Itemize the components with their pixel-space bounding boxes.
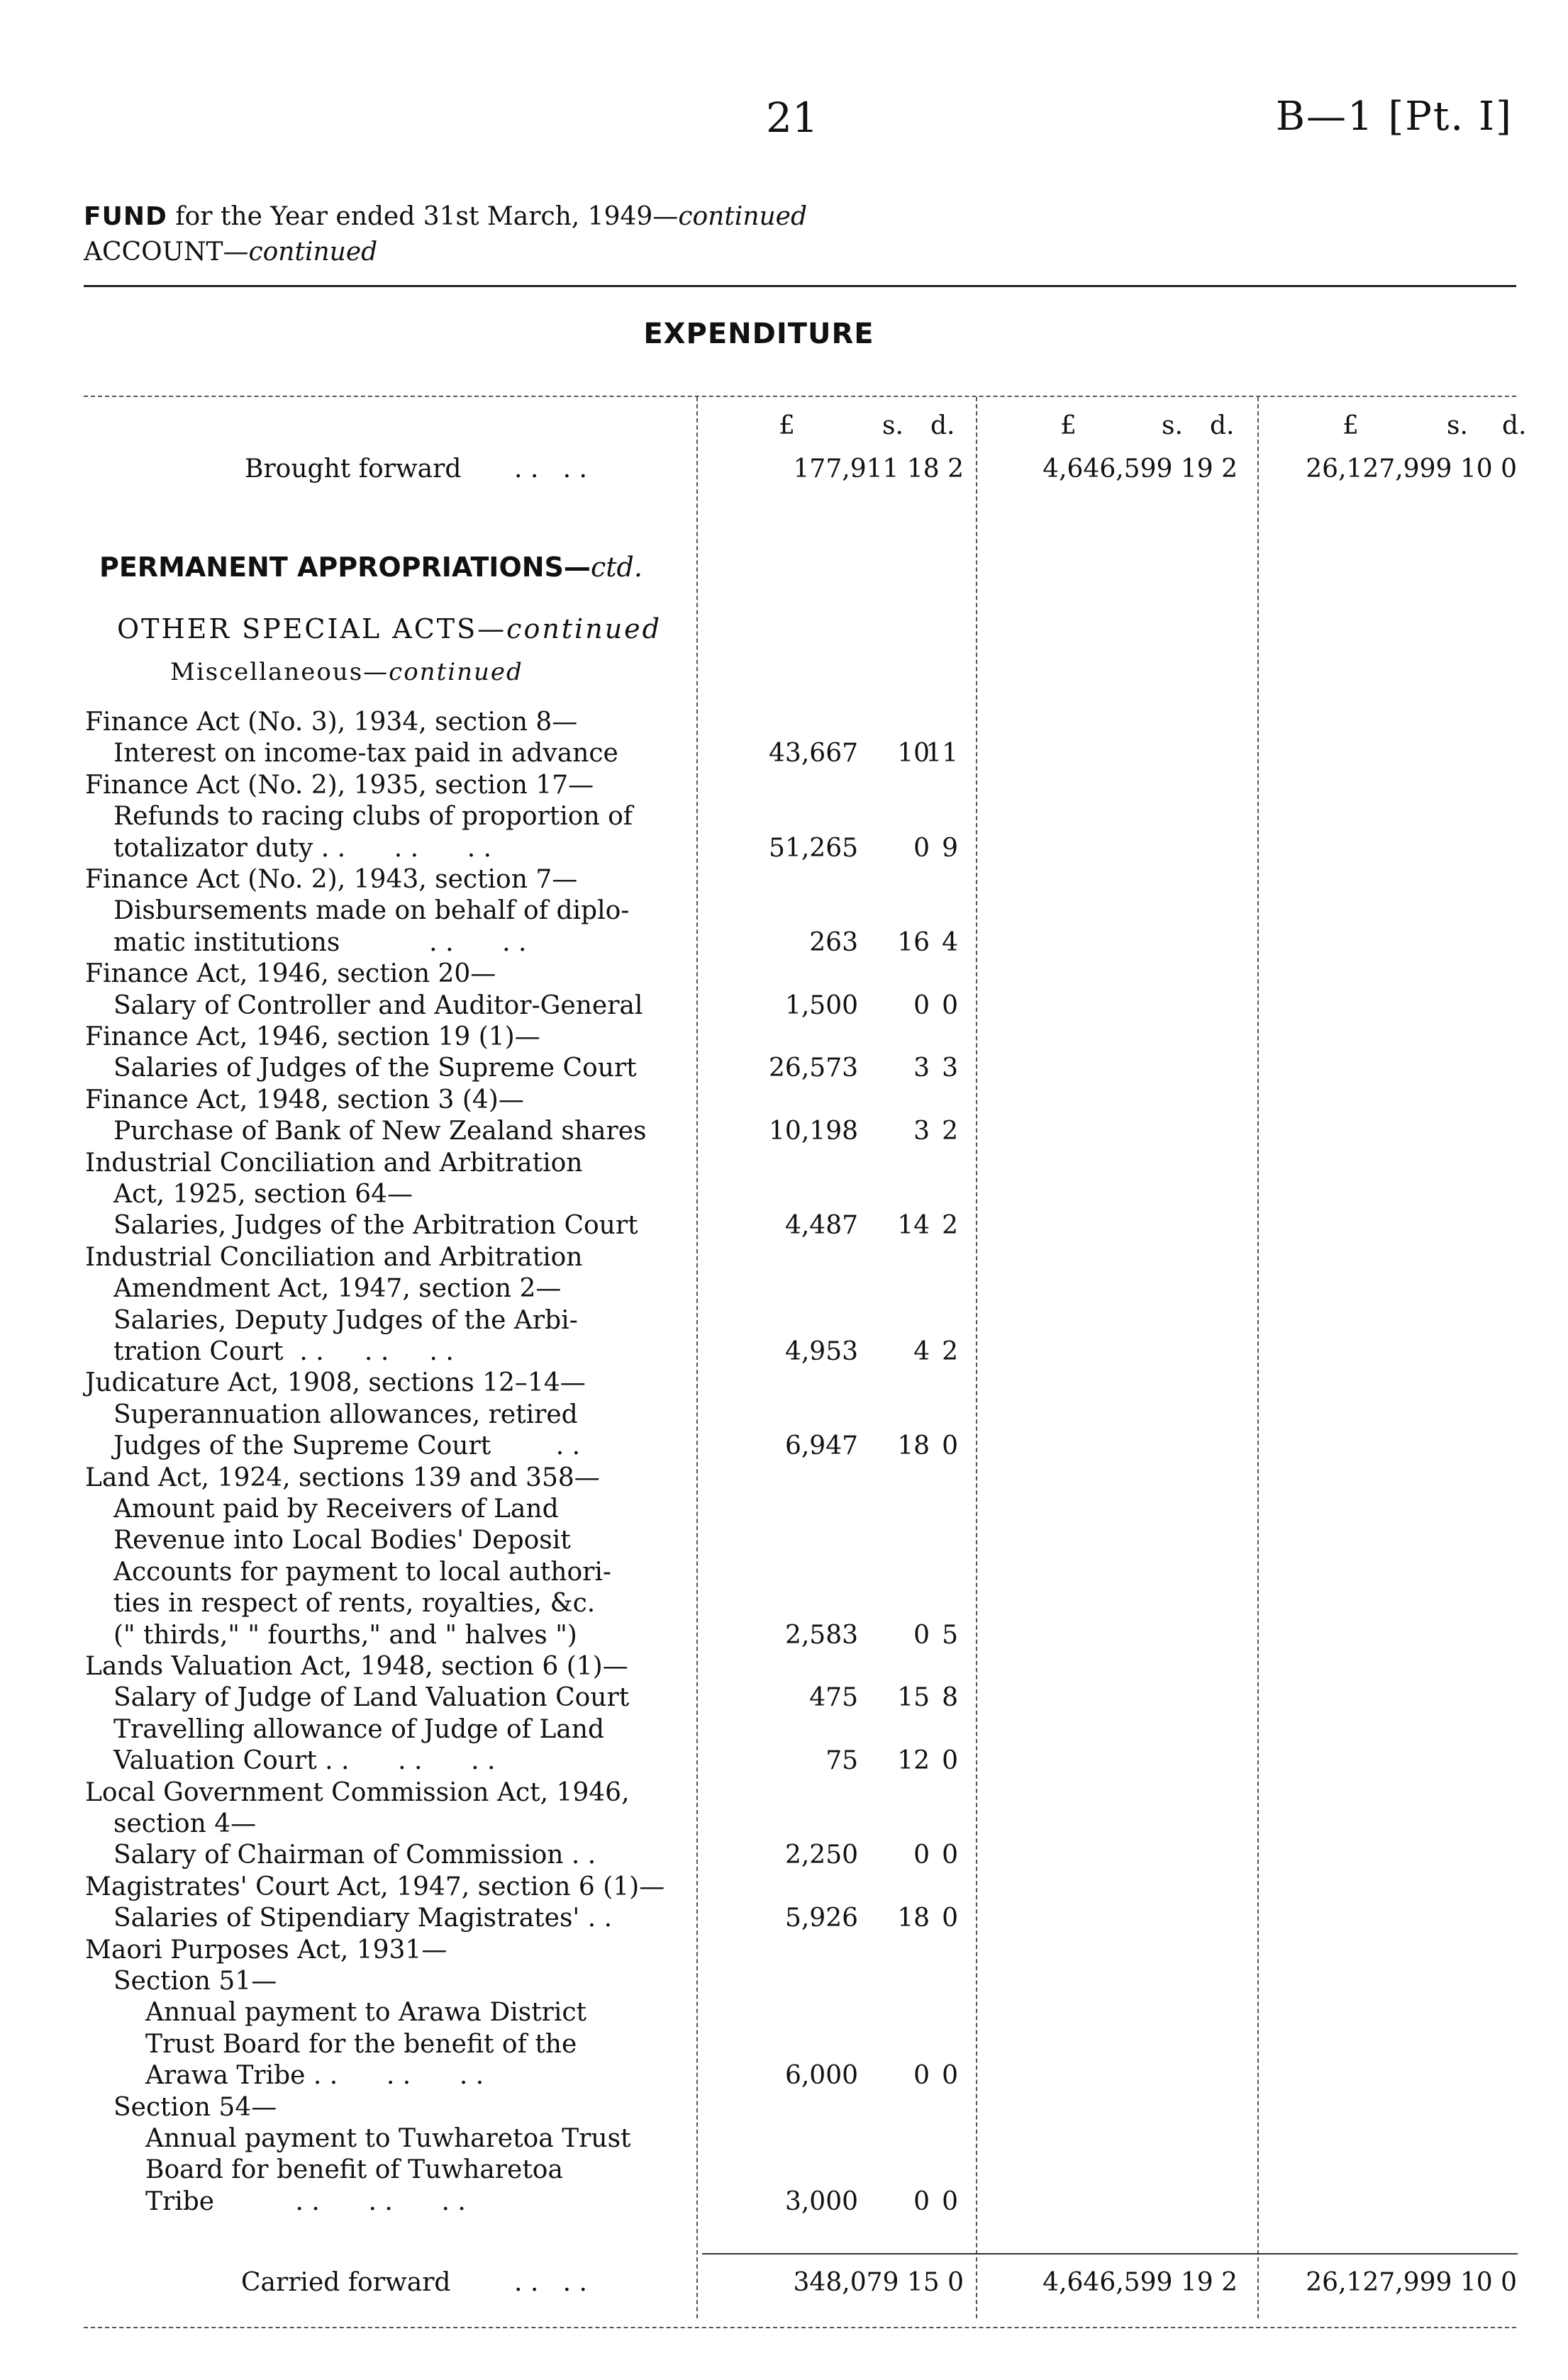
amount-pence: 2 <box>942 1117 958 1146</box>
line-item <box>0 1525 1568 1556</box>
line-item-text: Finance Act (No. 2), 1943, section 7— <box>85 865 578 894</box>
line-item <box>0 1494 1568 1525</box>
line-item <box>0 2155 1568 2186</box>
misc-heading-italic: continued <box>389 658 523 686</box>
carried-forward-label: Carried forward <box>241 2268 451 2297</box>
amount-shillings: 18 <box>897 1904 930 1933</box>
amount-pence: 0 <box>942 1840 958 1870</box>
line-item-text: Lands Valuation Act, 1948, section 6 (1)— <box>85 1652 628 1681</box>
misc-heading-text: Miscellaneous— <box>170 658 389 686</box>
line-item <box>0 895 1568 927</box>
amount-pounds: 4,487 <box>784 1211 858 1241</box>
line-item <box>0 2186 1568 2218</box>
line-item-text: Finance Act, 1948, section 3 (4)— <box>85 1085 524 1114</box>
header-line-1 <box>84 202 807 231</box>
line-item-text: Magistrates' Court Act, 1947, section 6 (1)— <box>85 1872 665 1901</box>
line-item <box>0 1431 1568 1462</box>
line-item <box>0 1022 1568 1053</box>
line-item <box>0 1053 1568 1084</box>
line-item-text: (" thirds," " fourths," and " halves ") <box>113 1620 577 1650</box>
amount-pence: 5 <box>942 1620 958 1650</box>
line-item-text: Travelling allowance of Judge of Land <box>113 1714 605 1744</box>
amount-pounds: 5,926 <box>784 1904 858 1933</box>
line-item <box>0 2060 1568 2091</box>
amount-pounds: 6,000 <box>784 2061 858 2091</box>
brought-forward-label: Brought forward <box>245 454 462 484</box>
col2-d-head: d. <box>1210 411 1235 440</box>
amount-shillings: 0 <box>913 1620 930 1650</box>
header-line-2 <box>84 238 377 267</box>
line-item <box>0 1651 1568 1682</box>
line-item-text: Salary of Chairman of Commission . . <box>113 1840 596 1870</box>
line-item-text: Act, 1925, section 64— <box>113 1180 413 1209</box>
amount-pence: 2 <box>942 1337 958 1366</box>
line-item <box>0 1399 1568 1431</box>
amount-pounds: 1,500 <box>784 990 858 1020</box>
col3-d-head: d. <box>1502 411 1527 440</box>
amount-shillings: 18 <box>897 1431 930 1461</box>
line-item <box>0 1148 1568 1179</box>
carried-forward-rule <box>702 2253 1518 2255</box>
line-item <box>0 1336 1568 1368</box>
line-item <box>0 1935 1568 1966</box>
line-item-text: section 4— <box>113 1809 257 1838</box>
amount-shillings: 3 <box>913 1117 930 1146</box>
line-item <box>0 1242 1568 1273</box>
line-item <box>0 707 1568 738</box>
line-item-text: Judges of the Supreme Court . . <box>113 1431 581 1461</box>
amount-shillings: 4 <box>913 1337 930 1366</box>
brought-forward-row <box>0 454 1568 485</box>
line-item-text: Salary of Controller and Auditor-General <box>113 990 643 1020</box>
amount-pence: 0 <box>942 990 958 1020</box>
amount-pounds: 6,947 <box>784 1431 858 1461</box>
brought-forward-col3: 26,127,999 10 0 <box>1306 454 1517 484</box>
amount-pounds: 4,953 <box>784 1337 858 1366</box>
line-item <box>0 2123 1568 2155</box>
amount-pounds: 75 <box>825 1746 858 1776</box>
section-title: EXPENDITURE <box>643 318 874 350</box>
amount-pence: 8 <box>942 1683 958 1713</box>
line-item <box>0 1116 1568 1147</box>
line-item-text: matic institutions . . . . <box>113 927 527 957</box>
line-item-text: Finance Act, 1946, section 20— <box>85 959 496 989</box>
top-rule <box>84 285 1516 287</box>
carried-forward-dots: . . . . <box>514 2268 587 2297</box>
line-item-text: Land Act, 1924, sections 139 and 358— <box>85 1463 600 1492</box>
line-item <box>0 1840 1568 1871</box>
line-item-text: ties in respect of rents, royalties, &c. <box>113 1589 596 1619</box>
amount-shillings: 10 <box>897 739 930 769</box>
amount-shillings: 0 <box>913 990 930 1020</box>
amount-pounds: 3,000 <box>784 2186 858 2216</box>
line-item <box>0 1463 1568 1494</box>
carried-forward-col1: 348,079 15 0 <box>793 2268 964 2297</box>
line-item-text: Salaries, Deputy Judges of the Arbi- <box>113 1305 578 1335</box>
line-item <box>0 1620 1568 1651</box>
header-line-1-text: for the Year ended 31st March, 1949— <box>167 202 679 231</box>
amount-shillings: 0 <box>913 2186 930 2216</box>
line-item <box>0 1588 1568 1619</box>
line-item <box>0 738 1568 769</box>
line-item <box>0 1903 1568 1934</box>
page-number: 21 <box>766 94 818 142</box>
line-item <box>0 1745 1568 1777</box>
line-item-text: Annual payment to Tuwharetoa Trust <box>145 2124 631 2153</box>
amount-shillings: 14 <box>897 1211 930 1241</box>
col2-s-head: s. <box>1162 411 1183 440</box>
amount-shillings: 16 <box>897 927 930 957</box>
line-item <box>0 1557 1568 1588</box>
brought-forward-dots: . . . . <box>514 454 587 484</box>
col2-pound-head: £ <box>1060 411 1077 440</box>
amount-pounds: 43,667 <box>769 739 858 769</box>
line-item <box>0 1273 1568 1304</box>
line-item <box>0 1997 1568 2028</box>
amount-pounds: 26,573 <box>769 1054 858 1083</box>
carried-forward-col3: 26,127,999 10 0 <box>1306 2268 1517 2297</box>
line-item-text: Valuation Court . . . . . . <box>113 1746 496 1776</box>
amount-pence: 9 <box>942 833 958 863</box>
bottom-rule <box>84 2327 1516 2328</box>
line-item <box>0 1809 1568 1840</box>
line-item-text: Local Government Commission Act, 1946, <box>85 1777 630 1807</box>
line-item-text: Section 51— <box>113 1967 277 1996</box>
amount-pence: 2 <box>942 1211 958 1241</box>
line-item <box>0 1714 1568 1745</box>
line-item <box>0 1777 1568 1809</box>
line-item-text: Salaries of Judges of the Supreme Court <box>113 1054 637 1083</box>
brought-forward-col1: 177,911 18 2 <box>793 454 964 484</box>
line-item-text: Annual payment to Arawa District <box>145 1998 587 2028</box>
line-item <box>0 1210 1568 1241</box>
amount-pounds: 263 <box>809 927 858 957</box>
line-item-text: Industrial Conciliation and Arbitration <box>85 1148 583 1178</box>
line-item-text: Industrial Conciliation and Arbitration <box>85 1242 583 1272</box>
amount-pence: 0 <box>942 1746 958 1776</box>
line-item <box>0 2029 1568 2060</box>
amount-pounds: 10,198 <box>769 1117 858 1146</box>
line-item <box>0 1682 1568 1714</box>
section-heading-permanent <box>99 552 643 583</box>
amount-shillings: 15 <box>897 1683 930 1713</box>
line-item-text: Trust Board for the benefit of the <box>145 2029 577 2059</box>
fund-word: FUND <box>84 202 167 231</box>
line-item-text: Amendment Act, 1947, section 2— <box>113 1274 562 1304</box>
line-item-text: Refunds to racing clubs of proportion of <box>113 802 633 832</box>
other-heading-italic: continued <box>506 613 662 644</box>
amount-shillings: 0 <box>913 833 930 863</box>
col3-pound-head: £ <box>1342 411 1359 440</box>
line-item-text: Board for benefit of Tuwharetoa <box>145 2155 563 2185</box>
line-item-text: Salary of Judge of Land Valuation Court <box>113 1683 630 1713</box>
section-rule <box>84 396 1516 397</box>
amount-pounds: 2,250 <box>784 1840 858 1870</box>
line-item <box>0 770 1568 801</box>
perm-heading-text: PERMANENT APPROPRIATIONS— <box>99 552 591 583</box>
line-item <box>0 1966 1568 1997</box>
line-item-text: Salaries of Stipendiary Magistrates' . . <box>113 1904 613 1933</box>
carried-forward-col2: 4,646,599 19 2 <box>1042 2268 1238 2297</box>
col1-pound-head: £ <box>779 411 795 440</box>
line-item <box>0 2092 1568 2123</box>
line-item-text: Salaries, Judges of the Arbitration Court <box>113 1211 638 1241</box>
perm-heading-italic: ctd. <box>590 552 643 583</box>
other-heading-text: OTHER SPECIAL ACTS— <box>117 613 507 644</box>
amount-shillings: 0 <box>913 2061 930 2091</box>
line-item-text: Amount paid by Receivers of Land <box>113 1495 559 1524</box>
amount-pence: 0 <box>942 1431 958 1461</box>
line-item-text: Interest on income-tax paid in advance <box>113 739 618 769</box>
line-item-text: Revenue into Local Bodies' Deposit <box>113 1526 571 1555</box>
header-line-2-italic: continued <box>248 238 378 267</box>
amount-pence: 4 <box>942 927 958 957</box>
amount-shillings: 12 <box>897 1746 930 1776</box>
col3-s-head: s. <box>1447 411 1468 440</box>
line-item-text: Superannuation allowances, retired <box>113 1399 578 1429</box>
line-item-text: Finance Act, 1946, section 19 (1)— <box>85 1022 540 1051</box>
subheading-other-acts <box>117 613 662 644</box>
amount-pounds: 51,265 <box>769 833 858 863</box>
header-line-2-text: ACCOUNT— <box>84 238 249 267</box>
col1-s-head: s. <box>882 411 903 440</box>
line-item-text: Maori Purposes Act, 1931— <box>85 1935 447 1965</box>
line-item-text: Purchase of Bank of New Zealand shares <box>113 1117 647 1146</box>
line-item <box>0 864 1568 895</box>
amount-pounds: 475 <box>809 1683 858 1713</box>
amount-shillings: 0 <box>913 1840 930 1870</box>
line-item-text: Finance Act (No. 3), 1934, section 8— <box>85 708 578 737</box>
line-item-text: Section 54— <box>113 2092 277 2122</box>
line-item-text: Arawa Tribe . . . . . . <box>145 2061 484 2091</box>
line-item-text: totalizator duty . . . . . . <box>113 833 492 863</box>
line-item-text: tration Court . . . . . . <box>113 1337 454 1366</box>
line-item <box>0 1872 1568 1903</box>
amount-pence: 0 <box>942 2186 958 2216</box>
line-item <box>0 959 1568 990</box>
brought-forward-col2: 4,646,599 19 2 <box>1042 454 1238 484</box>
amount-pence: 0 <box>942 1904 958 1933</box>
line-item-text: Accounts for payment to local authori- <box>113 1557 611 1587</box>
line-item <box>0 1179 1568 1210</box>
line-item-text: Tribe . . . . . . <box>145 2186 466 2216</box>
line-item <box>0 1085 1568 1116</box>
amount-pence: 0 <box>942 2061 958 2091</box>
carried-forward-row <box>0 2267 1568 2298</box>
subheading-misc <box>170 658 523 686</box>
col1-d-head: d. <box>930 411 955 440</box>
line-item-text: Disbursements made on behalf of diplo- <box>113 896 630 926</box>
amount-pence: 3 <box>942 1054 958 1083</box>
amount-shillings: 3 <box>913 1054 930 1083</box>
line-item <box>0 801 1568 832</box>
amount-pounds: 2,583 <box>784 1620 858 1650</box>
amount-pence: 11 <box>925 739 958 769</box>
line-item <box>0 1305 1568 1336</box>
line-item-text: Judicature Act, 1908, sections 12–14— <box>85 1368 586 1398</box>
line-item <box>0 927 1568 959</box>
line-item <box>0 1368 1568 1399</box>
line-item-text: Finance Act (No. 2), 1935, section 17— <box>85 770 594 800</box>
line-item <box>0 833 1568 864</box>
document-reference: B—1 [Pt. I] <box>1275 94 1513 140</box>
header-line-1-italic: continued <box>678 202 808 231</box>
line-item <box>0 990 1568 1022</box>
